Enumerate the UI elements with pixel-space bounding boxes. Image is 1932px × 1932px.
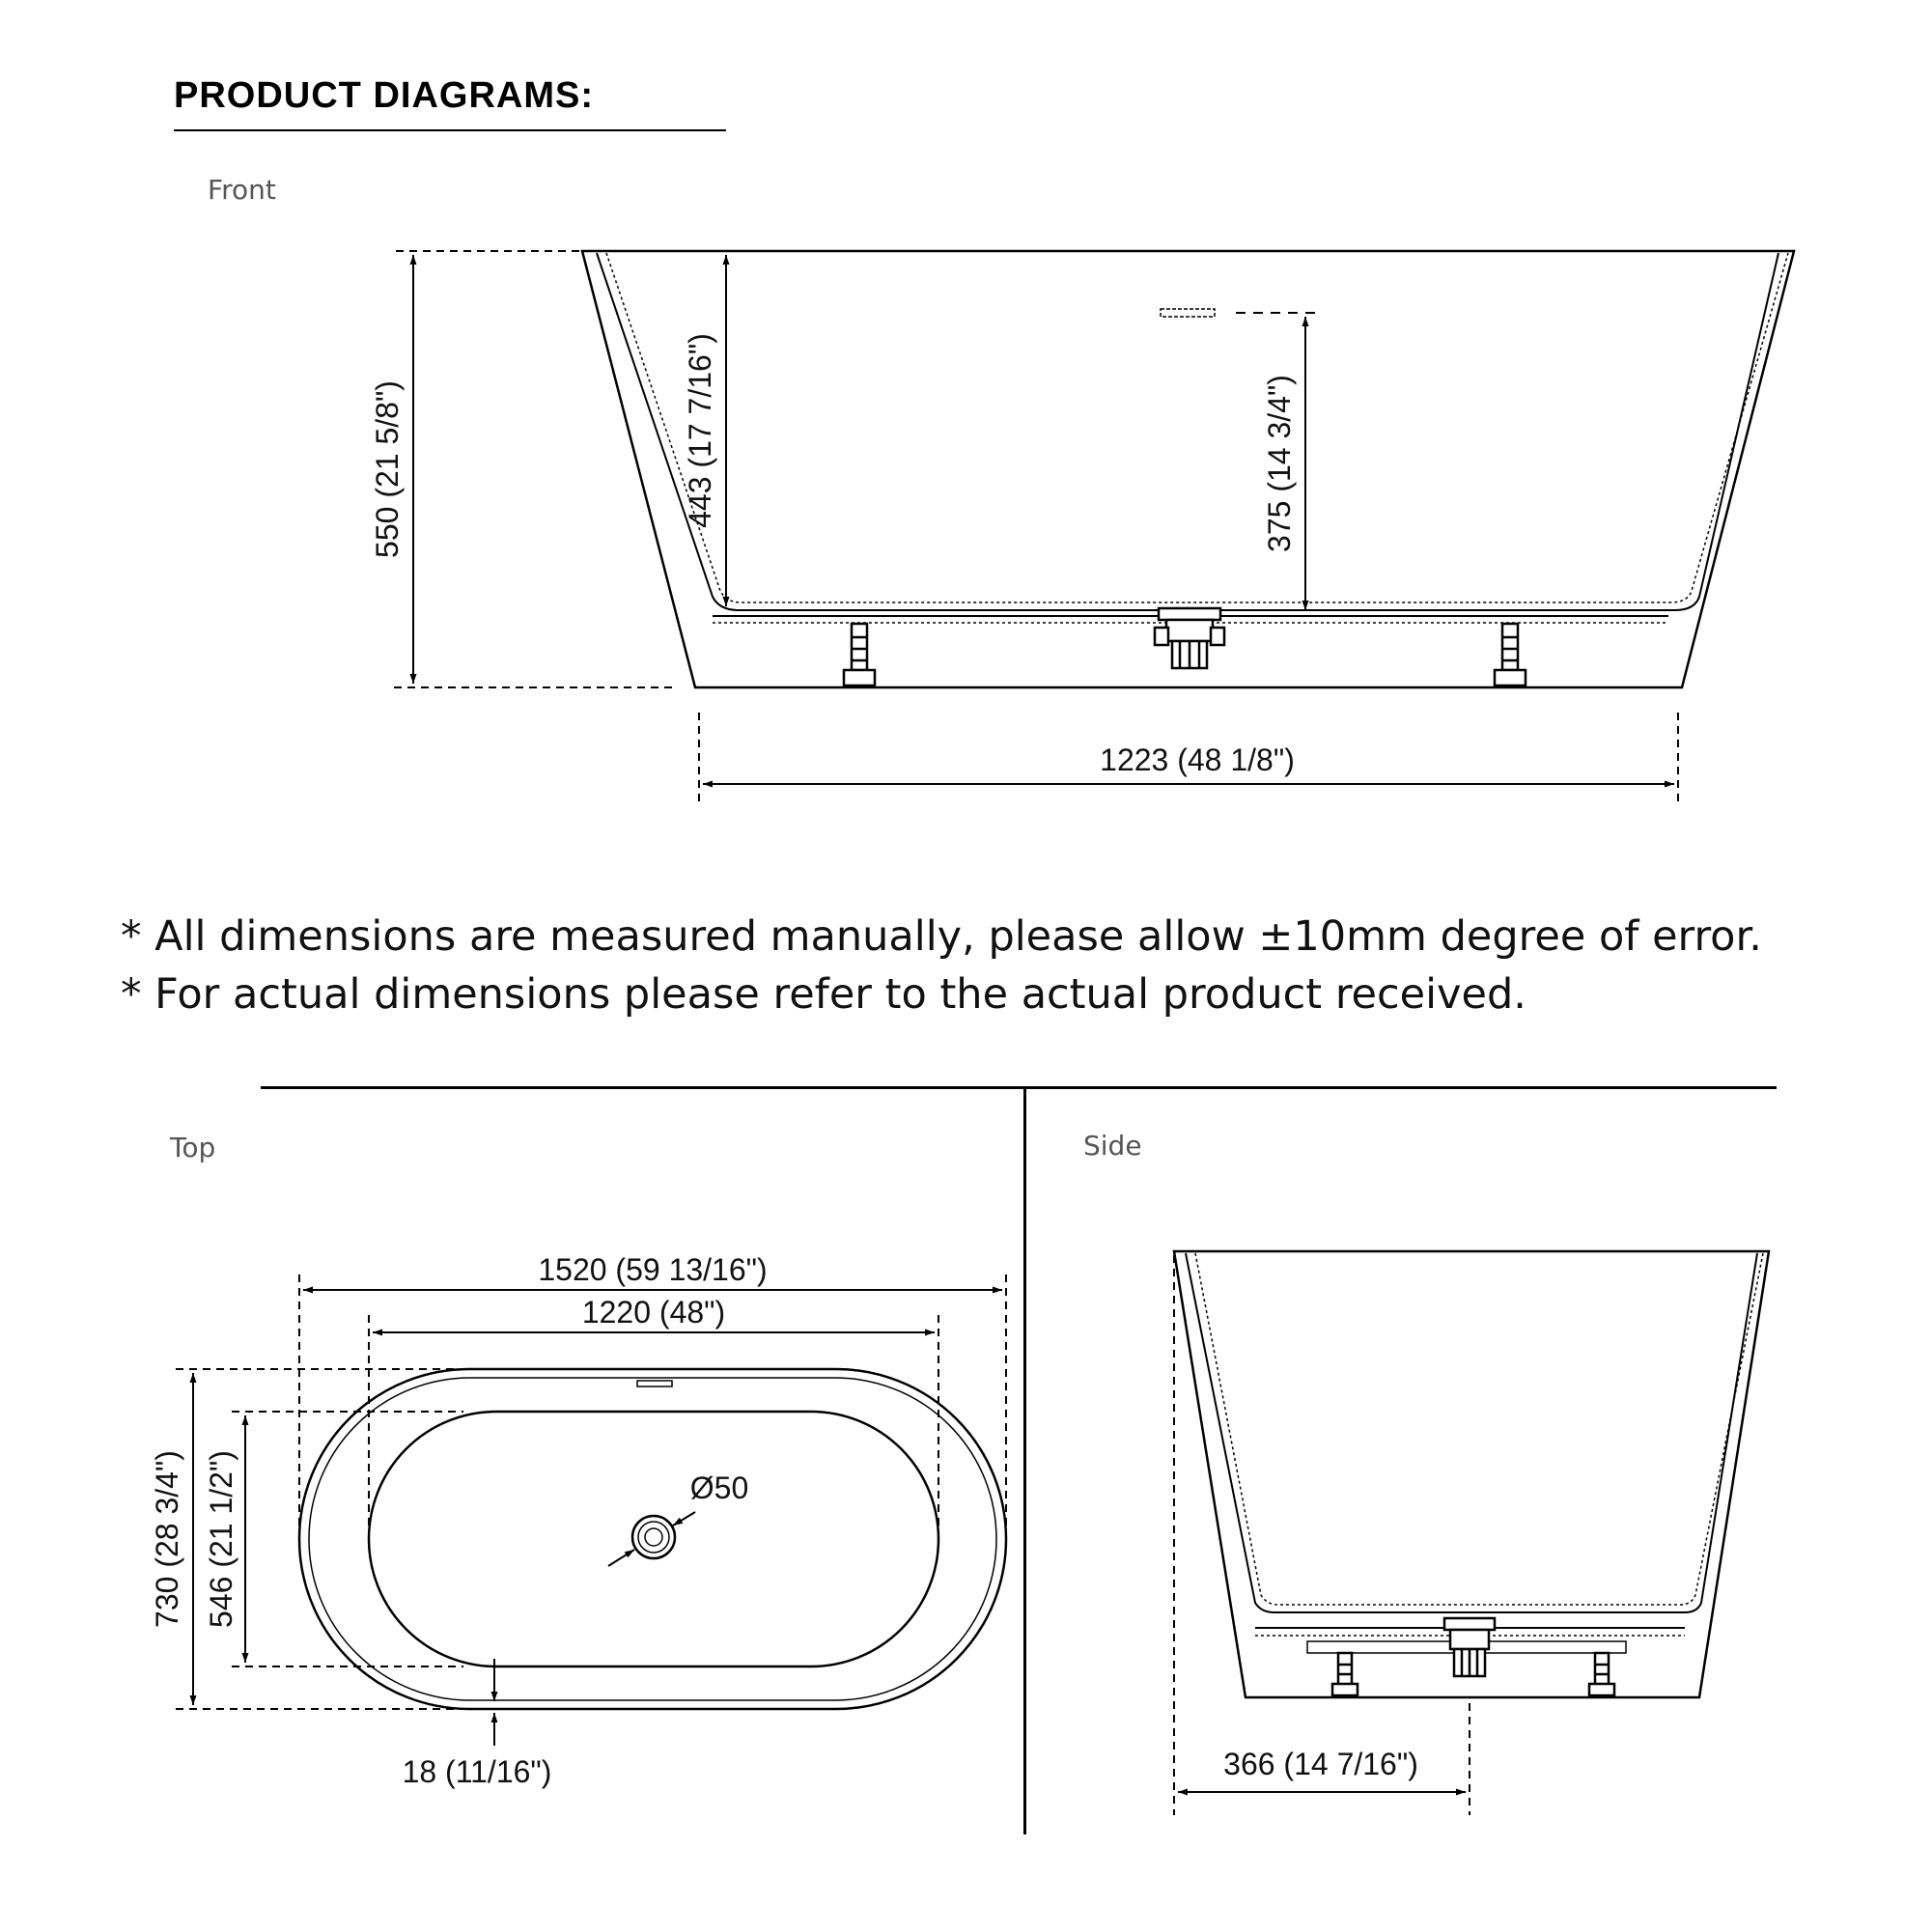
front-inner-depth-label: 443 (17 7/16")	[683, 333, 717, 528]
front-left-foot	[844, 624, 875, 686]
front-overflow-height-label: 375 (14 3/4")	[1262, 375, 1297, 552]
top-inner-basin	[369, 1412, 938, 1666]
top-inner-width-label: 546 (21 1/2")	[204, 1450, 238, 1628]
front-overflow-slot	[1161, 309, 1215, 317]
top-rim-width-label: 18 (11/16")	[402, 1754, 552, 1789]
top-outer-length-label: 1520 (59 13/16")	[538, 1252, 768, 1287]
side-left-foot	[1332, 1653, 1358, 1695]
tolerance-note: * All dimensions are measured manually, please allow ±10mm degree of error.	[121, 912, 1762, 961]
top-drain-diameter-label: Ø50	[689, 1470, 749, 1505]
side-view-drawing	[1174, 1251, 1769, 1697]
page-title: PRODUCT DIAGRAMS:	[174, 75, 594, 116]
top-outer-rim	[299, 1369, 1006, 1709]
front-right-foot	[1495, 624, 1526, 686]
front-drain-assembly	[1155, 608, 1224, 668]
front-dimension-lines	[394, 251, 1678, 801]
side-view-label: Side	[1083, 1130, 1142, 1162]
side-drain-assembly	[1444, 1618, 1495, 1676]
top-view-label: Top	[170, 1132, 216, 1163]
front-height-total-label: 550 (21 5/8")	[370, 380, 405, 558]
side-right-foot	[1589, 1653, 1614, 1695]
front-view-drawing	[582, 251, 1794, 687]
front-base-length-label: 1223 (48 1/8")	[1100, 742, 1295, 777]
top-drain	[632, 1516, 675, 1558]
top-view-drawing	[299, 1369, 1006, 1709]
actual-product-note: * For actual dimensions please refer to the actual product received.	[121, 970, 1526, 1019]
top-inner-length-label: 1220 (48")	[581, 1295, 726, 1330]
top-outer-width-label: 730 (28 3/4")	[150, 1450, 184, 1628]
top-dimension-lines	[176, 1274, 1006, 1746]
front-view-label: Front	[208, 174, 276, 206]
side-base-width-label: 366 (14 7/16")	[1223, 1747, 1418, 1781]
